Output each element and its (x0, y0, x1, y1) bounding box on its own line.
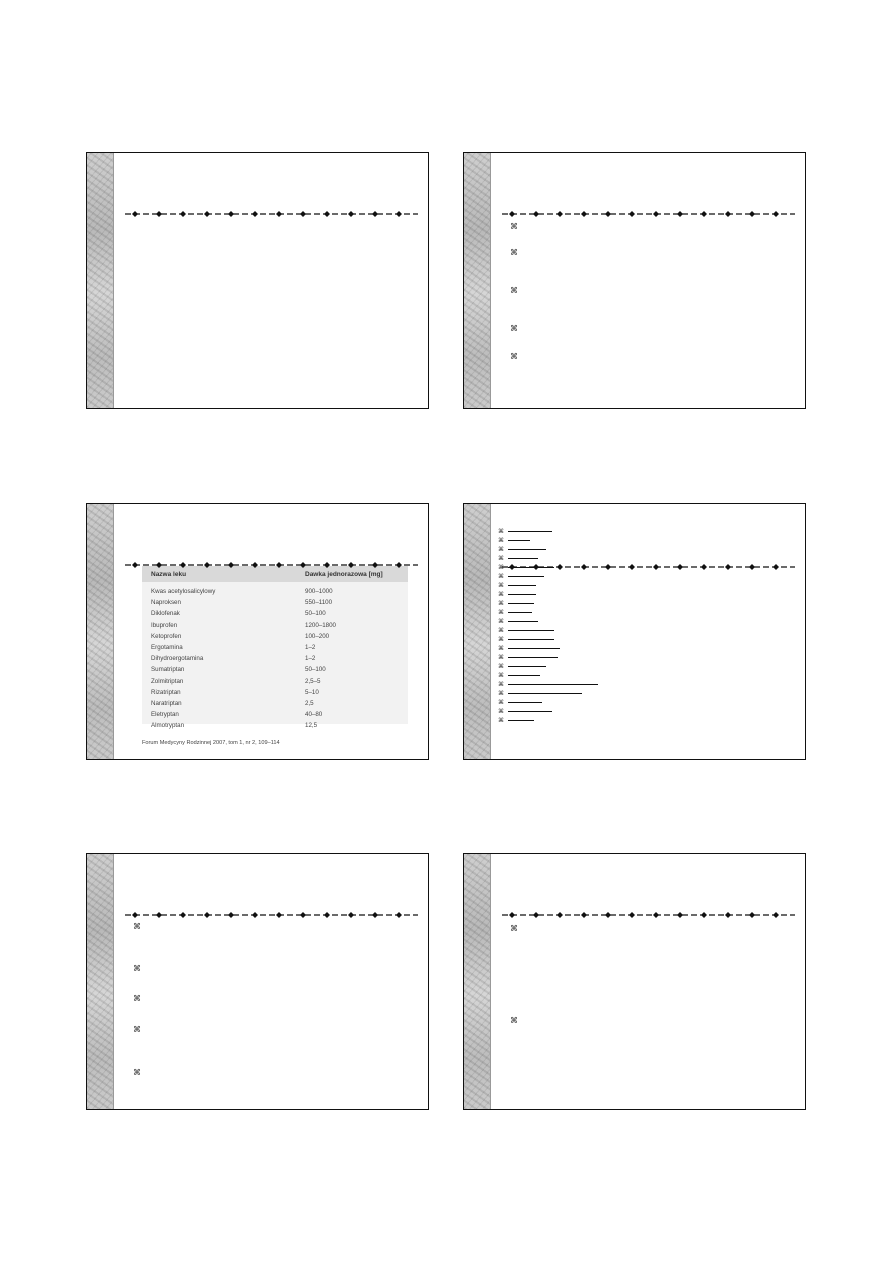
bullet-icon: ⌘ (510, 924, 518, 933)
bullet-icon: ⌘ (133, 964, 141, 973)
table-row: Almotryptan 12,5 (151, 722, 318, 730)
bullet-icon: ⌘ (498, 564, 504, 571)
list-item[interactable] (498, 663, 546, 669)
hyperlink-underline[interactable] (508, 594, 536, 595)
table-source-citation: Forum Medycyny Rodzinnej 2007, tom 1, nr 2, 109–114 (142, 740, 280, 746)
bullet-icon: ⌘ (510, 222, 518, 231)
bullet-icon: ⌘ (510, 324, 518, 333)
hyperlink-underline[interactable] (508, 630, 554, 631)
list-item[interactable] (498, 591, 536, 597)
table-header-drug: Nazwa leku (151, 570, 187, 578)
list-item[interactable] (498, 618, 538, 624)
slide-5 (86, 853, 429, 1110)
title-divider-rule (125, 562, 418, 568)
bullet-icon: ⌘ (498, 537, 504, 544)
list-item[interactable] (498, 690, 582, 696)
list-item[interactable] (498, 609, 532, 615)
bullet-icon: ⌘ (498, 618, 504, 625)
list-item[interactable] (498, 654, 558, 660)
bullet-icon: ⌘ (498, 573, 504, 580)
table-row: Naratriptan 2,5 (151, 699, 314, 707)
hyperlink-underline[interactable] (508, 639, 554, 640)
table-row: Naproksen 550–1100 (151, 599, 333, 607)
bullet-icon: ⌘ (133, 922, 141, 931)
bullet-icon: ⌘ (498, 582, 504, 589)
bullet-icon: ⌘ (498, 528, 504, 535)
list-item[interactable] (498, 645, 560, 651)
list-item[interactable] (498, 672, 540, 678)
hyperlink-underline[interactable] (508, 666, 546, 667)
slide-4 (463, 503, 806, 760)
hyperlink-underline[interactable] (508, 702, 542, 703)
bullet-icon: ⌘ (510, 248, 518, 257)
bullet-icon: ⌘ (498, 591, 504, 598)
bullet-icon: ⌘ (498, 681, 504, 688)
table-row: Ibuprofen 1200–1800 (151, 621, 336, 629)
hyperlink-underline[interactable] (508, 720, 534, 721)
bullet-icon: ⌘ (498, 699, 504, 706)
slide-texture-strip (464, 854, 491, 1109)
list-item[interactable] (498, 582, 536, 588)
list-item[interactable] (498, 708, 552, 714)
hyperlink-underline[interactable] (508, 531, 552, 532)
bullet-icon: ⌘ (498, 663, 504, 670)
title-divider-rule (125, 211, 418, 217)
title-divider-rule (502, 912, 795, 918)
bullet-icon: ⌘ (510, 352, 518, 361)
table-header-dose: Dawka jednorazowa [mg] (305, 570, 383, 578)
hyperlink-underline[interactable] (508, 684, 598, 685)
bullet-icon: ⌘ (498, 555, 504, 562)
hyperlink-underline[interactable] (508, 693, 582, 694)
table-row: Dihydroergotamina 1–2 (151, 655, 316, 663)
slide-texture-strip (464, 504, 491, 759)
bullet-icon: ⌘ (133, 1068, 141, 1077)
bullet-icon: ⌘ (498, 708, 504, 715)
list-item[interactable] (498, 555, 538, 561)
bullet-icon: ⌘ (498, 690, 504, 697)
bullet-icon: ⌘ (498, 627, 504, 634)
list-item[interactable] (498, 699, 542, 705)
bullet-icon: ⌘ (510, 286, 518, 295)
slide-2 (463, 152, 806, 409)
table-header-row (142, 566, 408, 582)
bullet-icon: ⌘ (498, 654, 504, 661)
list-item[interactable] (498, 627, 554, 633)
list-item[interactable] (498, 528, 552, 534)
slide-6 (463, 853, 806, 1110)
hyperlink-underline[interactable] (508, 711, 552, 712)
slide-texture-strip (87, 504, 114, 759)
hyperlink-underline[interactable] (508, 576, 544, 577)
bullet-icon: ⌘ (133, 1025, 141, 1034)
table-row: Eletryptan 40–80 (151, 711, 323, 719)
list-item[interactable] (498, 717, 534, 723)
hyperlink-underline[interactable] (508, 603, 534, 604)
title-divider-rule (125, 912, 418, 918)
slide-texture-strip (464, 153, 491, 408)
table-row: Ketoprofen 100–200 (151, 632, 330, 640)
list-item[interactable] (498, 636, 554, 642)
bullet-icon: ⌘ (498, 636, 504, 643)
list-item[interactable] (498, 537, 530, 543)
hyperlink-underline[interactable] (508, 648, 560, 649)
slide-texture-strip (87, 854, 114, 1109)
hyperlink-underline[interactable] (508, 540, 530, 541)
slide-1 (86, 152, 429, 409)
table-row: Sumatriptan 50–100 (151, 666, 326, 674)
bullet-icon: ⌘ (498, 546, 504, 553)
hyperlink-underline[interactable] (508, 657, 558, 658)
list-item[interactable] (498, 546, 546, 552)
hyperlink-underline[interactable] (508, 558, 538, 559)
table-row: Diklofenak 50–100 (151, 610, 326, 618)
table-row: Zolmitriptan 2,5–5 (151, 677, 321, 685)
table-row: Kwas acetylosalicylowy 900–1000 (151, 588, 333, 596)
drug-dose-table (142, 566, 408, 730)
bullet-icon: ⌘ (133, 994, 141, 1003)
hyperlink-underline[interactable] (508, 621, 538, 622)
hyperlink-underline[interactable] (508, 549, 546, 550)
bullet-icon: ⌘ (510, 1016, 518, 1025)
slide-3 (86, 503, 429, 760)
list-item[interactable] (498, 681, 598, 687)
hyperlink-underline[interactable] (508, 612, 532, 613)
bullet-icon: ⌘ (498, 672, 504, 679)
table-row: Rizatriptan 5–10 (151, 688, 319, 696)
bullet-icon: ⌘ (498, 717, 504, 724)
bullet-icon: ⌘ (498, 645, 504, 652)
hyperlink-underline[interactable] (508, 585, 536, 586)
title-divider-rule (502, 211, 795, 217)
title-divider-rule (502, 564, 795, 570)
hyperlink-underline[interactable] (508, 675, 540, 676)
bullet-icon: ⌘ (498, 609, 504, 616)
table-row: Ergotamina 1–2 (151, 644, 316, 652)
bullet-icon: ⌘ (498, 600, 504, 607)
slide-texture-strip (87, 153, 114, 408)
list-item[interactable] (498, 600, 534, 606)
list-item[interactable] (498, 573, 544, 579)
